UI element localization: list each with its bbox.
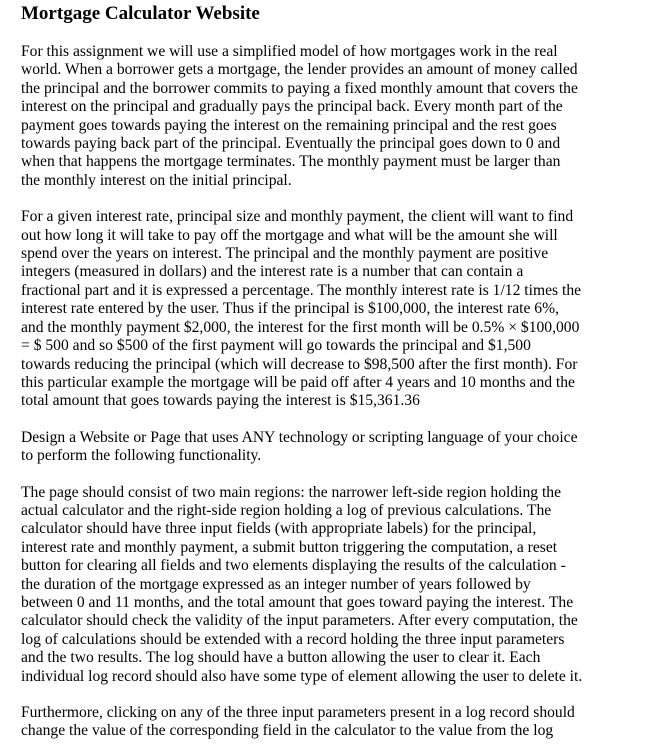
paragraph-line: log of calculations should be extended with a record holding the three input parameters <box>21 630 565 648</box>
paragraph-line: The page should consist of two main regions: the narrower left-side region holding the <box>21 483 562 501</box>
paragraph-2 <box>21 208 641 410</box>
paragraph-line: individual log record should also have some type of element allowing the user to delete it. <box>21 667 583 685</box>
document-page <box>21 0 641 741</box>
paragraph-line: actual calculator and the right-side region holding a log of previous calculations. The <box>21 501 552 519</box>
paragraph-line: fractional part and it is expressed a percentage. The monthly interest rate is 1/12 times the <box>21 281 582 299</box>
paragraph-line: = $ 500 and so $500 of the first payment will go towards the principal and $1,500 <box>21 337 531 355</box>
paragraph-line: calculator should have three input fields (with appropriate labels) for the principal, <box>21 520 537 538</box>
paragraph-line: payment goes towards paying the interest on the remaining principal and the rest goes <box>21 116 557 134</box>
paragraph-1 <box>21 43 641 190</box>
paragraph-line: Furthermore, clicking on any of the three input parameters present in a log record should <box>21 704 575 721</box>
paragraph-line: to perform the following functionality. <box>21 447 262 465</box>
paragraph-line: spend over the years on interest. The principal and the monthly payment are positive <box>21 245 549 263</box>
paragraph-line: world. When a borrower gets a mortgage, the lender provides an amount of money called <box>21 61 578 79</box>
paragraph-line: and the monthly payment $2,000, the interest for the first month will be 0.5% × $100,000 <box>21 318 580 336</box>
paragraph-line: interest rate entered by the user. Thus if the principal is $100,000, the interest rate 6%, <box>21 300 559 318</box>
paragraph-line: integers (measured in dollars) and the interest rate is a number that can contain a <box>21 263 524 281</box>
paragraph-line: when that happens the mortgage terminates. The monthly payment must be larger than <box>21 153 561 171</box>
paragraph-3 <box>21 429 641 466</box>
paragraph-5 <box>21 704 641 741</box>
paragraph-line: total amount that goes towards paying the interest is $15,361.36 <box>21 392 420 410</box>
paragraph-4 <box>21 484 641 686</box>
paragraph-line: out how long it will take to pay off the mortgage and what will be the amount she will <box>21 226 558 244</box>
paragraph-line: between 0 and 11 months, and the total amount that goes toward paying the interest. The <box>21 593 574 611</box>
paragraph-line: For a given interest rate, principal size and monthly payment, the client will want to find <box>21 208 574 226</box>
paragraph-line: Design a Website or Page that uses ANY technology or scripting language of your choice <box>21 428 578 446</box>
paragraph-line: the principal and the borrower commits to paying a fixed monthly amount that covers the <box>21 79 578 97</box>
document-body <box>21 43 641 741</box>
paragraph-line: towards reducing the principal (which will decrease to $98,500 after the first month). For <box>21 355 578 373</box>
page-title: Mortgage Calculator Website <box>21 3 260 24</box>
paragraph-line: this particular example the mortgage will be paid off after 4 years and 10 months and the <box>21 373 575 391</box>
paragraph-line: the duration of the mortgage expressed as an integer number of years followed by <box>21 575 531 593</box>
paragraph-line: button for clearing all fields and two elements displaying the results of the calculation - <box>21 557 566 575</box>
paragraph-line: calculator should check the validity of the input parameters. After every computation, the <box>21 612 578 630</box>
paragraph-line: change the value of the corresponding field in the calculator to the value from the log <box>21 722 554 740</box>
paragraph-line: interest rate and monthly payment, a submit button triggering the computation, a reset <box>21 538 558 556</box>
paragraph-line: the monthly interest on the initial principal. <box>21 171 292 189</box>
paragraph-line: interest on the principal and gradually pays the principal back. Every month part of the <box>21 98 563 116</box>
paragraph-line: For this assignment we will use a simplified model of how mortgages work in the real <box>21 43 558 60</box>
paragraph-line: and the two results. The log should have a button allowing the user to clear it. Each <box>21 649 541 667</box>
paragraph-line: towards paying back part of the principal. Eventually the principal goes down to 0 and <box>21 135 561 153</box>
